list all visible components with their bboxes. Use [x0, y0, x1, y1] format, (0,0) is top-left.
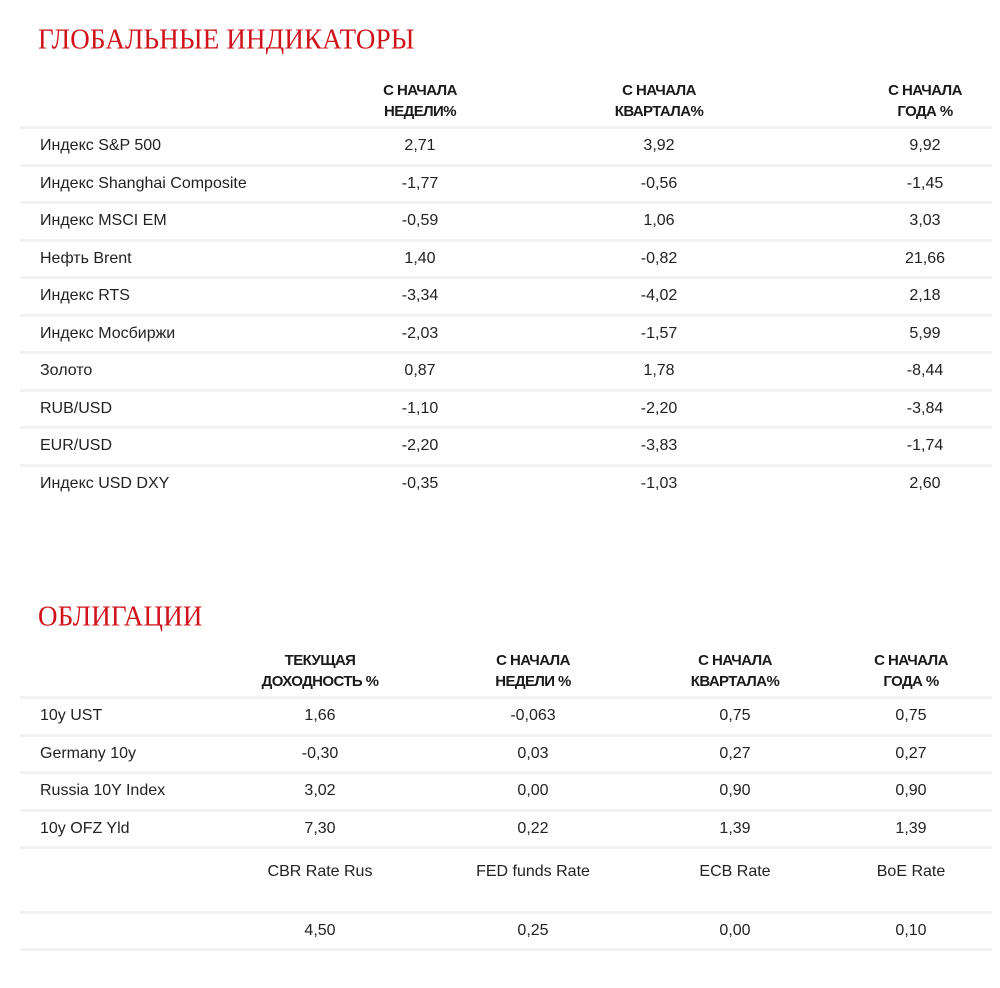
year-change: -1,45 [728, 165, 992, 203]
quarter-change: 3,92 [490, 128, 728, 166]
table-row [20, 810, 992, 848]
table-row [20, 390, 992, 428]
header-line: ДОХОДНОСТЬ % [261, 673, 379, 690]
quarter-change: -0,56 [490, 165, 728, 203]
current-yield: -0,30 [220, 735, 440, 773]
year-change: 9,92 [728, 128, 992, 166]
bonds-header-name [20, 650, 220, 698]
header-line: НЕДЕЛИ % [495, 673, 571, 690]
current-yield: 3,02 [220, 773, 440, 811]
year-change: 0,75 [820, 698, 992, 736]
header-line: КВАРТАЛА% [614, 103, 704, 120]
rate-value: 0,25 [440, 913, 640, 950]
header-line: С НАЧАЛА [874, 652, 948, 669]
bonds-header-quarter [640, 650, 820, 698]
quarter-change: -2,20 [490, 390, 728, 428]
header-line: КВАРТАЛА% [690, 673, 780, 690]
week-change: -0,35 [310, 465, 490, 501]
bonds-header-week [440, 650, 640, 698]
bonds-header-yield [220, 650, 440, 698]
global-indicators-table [20, 80, 992, 501]
indicator-name: Индекс USD DXY [20, 465, 310, 501]
table-row [20, 278, 992, 316]
table-row [20, 735, 992, 773]
bond-name: Germany 10y [20, 735, 220, 773]
quarter-change: -1,03 [490, 465, 728, 501]
rate-label: FED funds Rate [440, 848, 640, 913]
current-yield: 1,66 [220, 698, 440, 736]
indicator-name: Нефть Brent [20, 240, 310, 278]
current-yield: 7,30 [220, 810, 440, 848]
quarter-change: -1,57 [490, 315, 728, 353]
table-row [20, 773, 992, 811]
year-change: 21,66 [728, 240, 992, 278]
header-line: С НАЧАЛА [383, 82, 457, 99]
rates-header-row [20, 848, 992, 913]
bond-name: 10y UST [20, 698, 220, 736]
indicator-name: Индекс RTS [20, 278, 310, 316]
global-header-year [728, 80, 992, 128]
table-row [20, 465, 992, 501]
week-change: 0,03 [440, 735, 640, 773]
week-change: 0,22 [440, 810, 640, 848]
week-change: -3,34 [310, 278, 490, 316]
week-change: -0,59 [310, 203, 490, 241]
rate-label: ECB Rate [640, 848, 820, 913]
bonds-title: ОБЛИГАЦИИ [38, 600, 203, 632]
quarter-change: -3,83 [490, 428, 728, 466]
week-change: 2,71 [310, 128, 490, 166]
quarter-change: -4,02 [490, 278, 728, 316]
table-row [20, 428, 992, 466]
year-change: 1,39 [820, 810, 992, 848]
year-change: -8,44 [728, 353, 992, 391]
global-header-week [310, 80, 490, 128]
header-line: С НАЧАЛА [698, 652, 772, 669]
quarter-change: 0,90 [640, 773, 820, 811]
week-change: 0,00 [440, 773, 640, 811]
week-change: 1,40 [310, 240, 490, 278]
indicator-name: Индекс Shanghai Composite [20, 165, 310, 203]
indicator-name: Индекс Мосбиржи [20, 315, 310, 353]
bond-name: 10y OFZ Yld [20, 810, 220, 848]
empty-cell [20, 913, 220, 950]
quarter-change: 1,06 [490, 203, 728, 241]
global-header-quarter [490, 80, 728, 128]
week-change: -1,77 [310, 165, 490, 203]
year-change: 0,27 [820, 735, 992, 773]
header-line: НЕДЕЛИ% [384, 103, 456, 120]
header-line: ТЕКУЩАЯ [284, 652, 356, 669]
header-line: С НАЧАЛА [622, 82, 696, 99]
rate-label: BoE Rate [820, 848, 992, 913]
quarter-change: 0,75 [640, 698, 820, 736]
year-change: -1,74 [728, 428, 992, 466]
week-change: -1,10 [310, 390, 490, 428]
table-row [20, 240, 992, 278]
rate-label: CBR Rate Rus [220, 848, 440, 913]
table-row [20, 128, 992, 166]
header-line: ГОДА % [897, 103, 953, 120]
year-change: 3,03 [728, 203, 992, 241]
rate-value: 0,00 [640, 913, 820, 950]
global-table-header [20, 80, 992, 128]
year-change: 0,90 [820, 773, 992, 811]
rate-value: 4,50 [220, 913, 440, 950]
indicator-name: Индекс MSCI EM [20, 203, 310, 241]
indicator-name: Золото [20, 353, 310, 391]
header-line: С НАЧАЛА [496, 652, 570, 669]
indicator-name: EUR/USD [20, 428, 310, 466]
global-header-name [20, 80, 310, 128]
rate-value: 0,10 [820, 913, 992, 950]
table-row [20, 698, 992, 736]
week-change: -2,20 [310, 428, 490, 466]
quarter-change: -0,82 [490, 240, 728, 278]
header-line: С НАЧАЛА [888, 82, 962, 99]
week-change: -2,03 [310, 315, 490, 353]
year-change: 5,99 [728, 315, 992, 353]
table-row [20, 165, 992, 203]
year-change: 2,60 [728, 465, 992, 501]
bond-name: Russia 10Y Index [20, 773, 220, 811]
global-indicators-title: ГЛОБАЛЬНЫЕ ИНДИКАТОРЫ [38, 23, 415, 55]
year-change: 2,18 [728, 278, 992, 316]
table-row [20, 315, 992, 353]
bonds-header-year [820, 650, 992, 698]
table-row [20, 353, 992, 391]
bonds-table [20, 650, 992, 951]
week-change: -0,063 [440, 698, 640, 736]
quarter-change: 1,39 [640, 810, 820, 848]
quarter-change: 0,27 [640, 735, 820, 773]
bonds-table-header [20, 650, 992, 698]
year-change: -3,84 [728, 390, 992, 428]
header-line: ГОДА % [883, 673, 939, 690]
quarter-change: 1,78 [490, 353, 728, 391]
empty-cell [20, 848, 220, 913]
indicator-name: Индекс S&P 500 [20, 128, 310, 166]
week-change: 0,87 [310, 353, 490, 391]
rates-values-row [20, 913, 992, 950]
table-row [20, 203, 992, 241]
indicator-name: RUB/USD [20, 390, 310, 428]
